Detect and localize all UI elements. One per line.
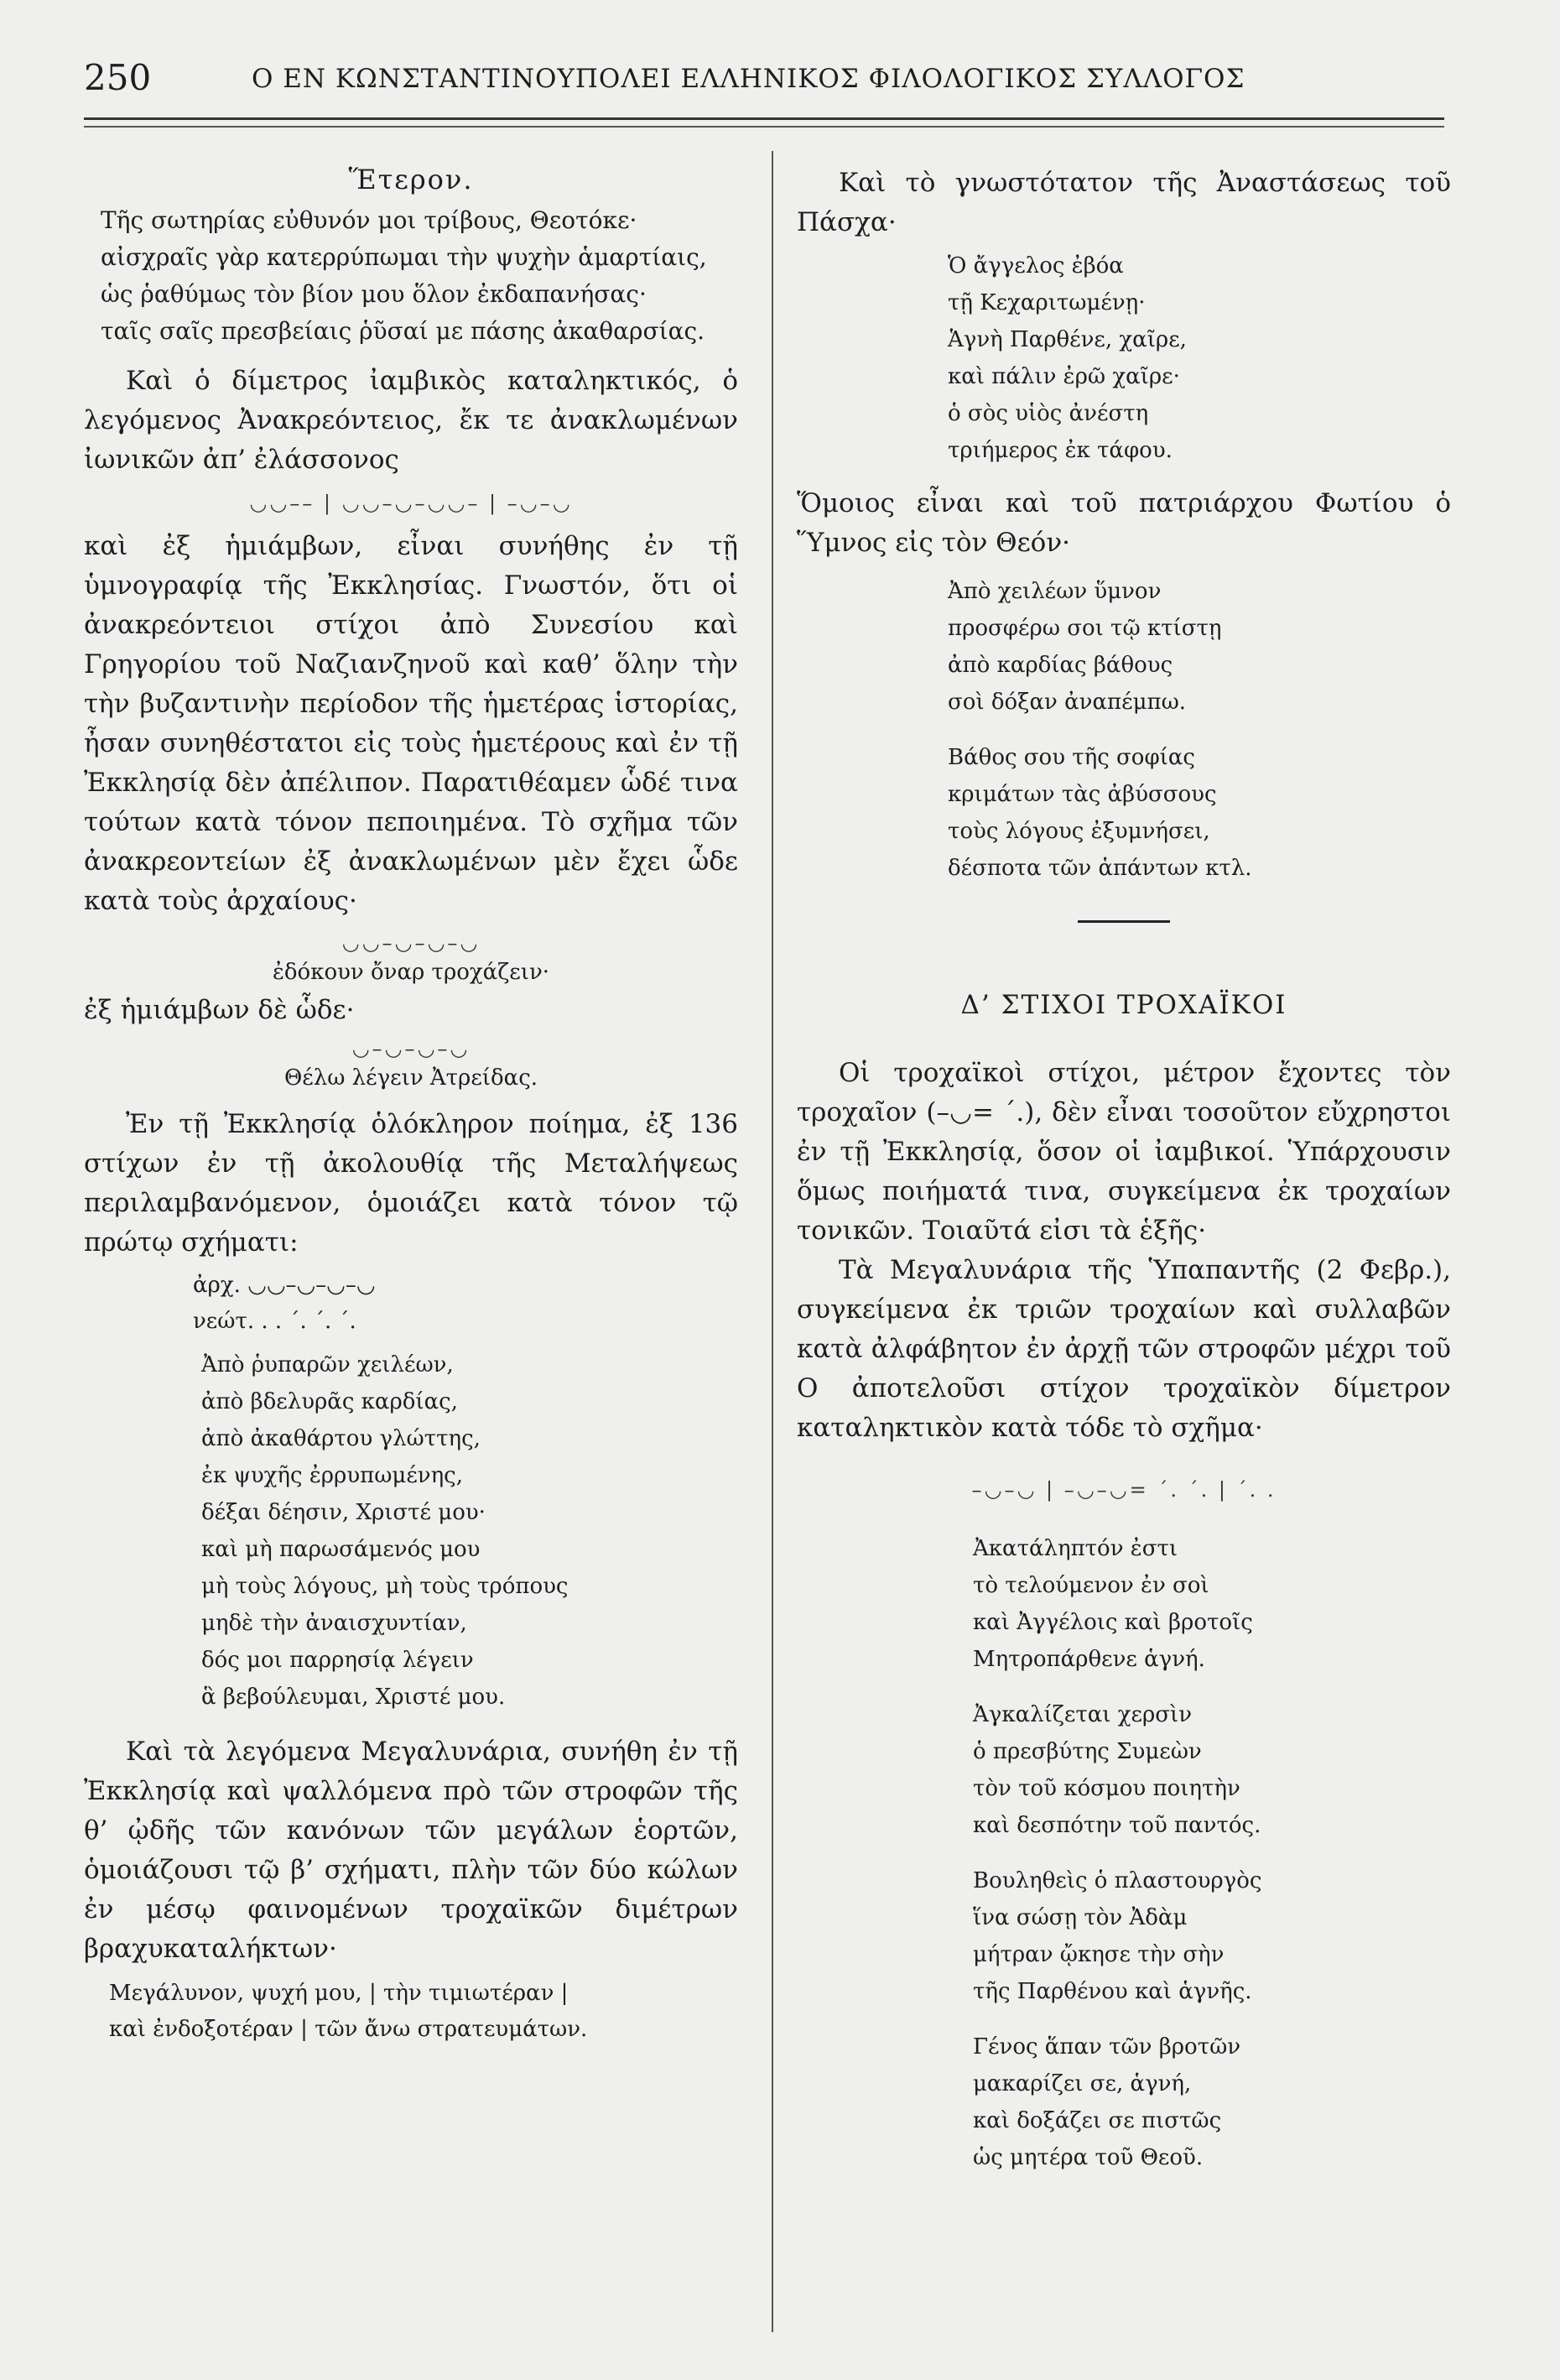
verse-metalepsis bbox=[84, 1346, 738, 1716]
verse-line: καὶ δοξάζει σε πιστῶς bbox=[973, 2108, 1222, 2133]
verse-line: ὁ σὸς υἱὸς ἀνέστη bbox=[948, 401, 1149, 426]
scheme-modern: νεώτ. . . ´. ´. ´. bbox=[193, 1309, 356, 1334]
verse-megalynon bbox=[84, 1976, 738, 2048]
meter-scheme: ◡–◡–◡–◡ bbox=[351, 1037, 471, 1060]
verse-line: τριήμερος ἐκ τάφου. bbox=[948, 438, 1173, 463]
verse-line: ἀπὸ βδελυρᾶς καρδίας, bbox=[201, 1389, 458, 1414]
verse-line: τὸν τοῦ κόσμου ποιητὴν bbox=[973, 1776, 1240, 1801]
verse-line: δέξαι δέησιν, Χριστέ μου· bbox=[201, 1500, 486, 1525]
paragraph-hymnography: καὶ ἐξ ἡμιάμβων, εἶναι συνήθης ἐν τῇ ὑμνογραφίᾳ τῆς Ἐκκλησίας. Γνωστόν, ὅτι οἱ ἀνακρεόντειοι στίχοι ἀπὸ Συνεσίου καὶ Γρηγορίου τοῦ Ναζιανζηνοῦ καὶ καθ’ ὅλην τὴν τὴν βυζαντινὴν περίοδον τῆς ἡμετέρας ἱστορίας, ἦσαν συνηθέστατοι εἰς τοὺς ἡμετέρους καὶ ἐν τῇ Ἐκκλησίᾳ δὲν ἀπέλιπον. Παρατιθέαμεν ὧδέ τινα τούτων κατὰ τόνον πεποιημένα. Τὸ σχῆμα τῶν ἀνακρεοντείων ἐξ ἀνακλωμένων μὲν ἔχει ὧδε κατὰ τοὺς ἀρχαίους· bbox=[84, 531, 738, 916]
heading-heteron: Ἕτερον. bbox=[348, 164, 474, 195]
verse-line: κριμάτων τὰς ἀβύσσους bbox=[948, 782, 1217, 807]
verse-line: Μητροπάρθενε ἁγνή. bbox=[973, 1647, 1205, 1672]
verse-line: Ἁγνὴ Παρθένε, χαῖρε, bbox=[948, 327, 1187, 352]
verse-hypapante-3 bbox=[797, 1862, 1451, 2010]
verse-line: ὡς μητέρα τοῦ Θεοῦ. bbox=[973, 2145, 1204, 2170]
verse-line: δός μοι παρρησίᾳ λέγειν bbox=[201, 1648, 474, 1673]
verse-line: καὶ πάλιν ἐρῶ χαῖρε· bbox=[948, 364, 1180, 389]
verse-line: μηδὲ τὴν ἀναισχυντίαν, bbox=[201, 1611, 467, 1636]
verse-line: Τῆς σωτηρίας εὐθυνόν μοι τρίβους, Θεοτόκε· bbox=[101, 206, 637, 234]
page-number: 250 bbox=[84, 57, 152, 98]
meter-scheme: –◡–◡ | –◡–◡= ´. ´. | ´. . bbox=[971, 1478, 1277, 1502]
verse-line: ἀπὸ καρδίας βάθους bbox=[948, 653, 1173, 678]
scheme-ancient: ἀρχ. ◡◡–◡–◡–◡ bbox=[193, 1273, 376, 1298]
paragraph-anacreontic: Καὶ ὁ δίμετρος ἰαμβικὸς καταληκτικός, ὁ λεγόμενος Ἀνακρεόντειος, ἔκ τε ἀνακλωμένων ἰωνικῶν ἀπ’ ἐλάσσονος bbox=[84, 366, 738, 475]
verse-line: Ἀπὸ χειλέων ὕμνον bbox=[948, 579, 1162, 604]
verse-line: δέσποτα τῶν ἁπάντων κτλ. bbox=[948, 856, 1252, 881]
verse-line: καὶ Ἀγγέλοις καὶ βροτοῖς bbox=[973, 1610, 1253, 1635]
header-rule-thin bbox=[84, 126, 1444, 128]
verse-line: ὁ πρεσβύτης Συμεὼν bbox=[973, 1739, 1202, 1764]
example-line: ἐδόκουν ὄναρ τροχάζειν· bbox=[272, 960, 550, 985]
right-column bbox=[797, 164, 1451, 2176]
left-column bbox=[84, 164, 738, 2048]
verse-line: Μεγάλυνον, ψυχή μου, | τὴν τιμιωτέραν | bbox=[109, 1981, 569, 2006]
verse-line: Γένος ἅπαν τῶν βροτῶν bbox=[973, 2034, 1241, 2060]
verse-line: τοὺς λόγους ἐξυμνήσει, bbox=[948, 819, 1210, 844]
verse-line: τὸ τελούμενον ἐν σοὶ bbox=[973, 1573, 1209, 1598]
paragraph-hemiambs: ἐξ ἡμιάμβων δὲ ὧδε· bbox=[84, 995, 355, 1025]
meter-scheme: ◡◡–– | ◡◡–◡–◡◡– | –◡–◡ bbox=[249, 492, 573, 515]
verse-photius-1 bbox=[797, 573, 1451, 721]
verse-line: σοὶ δόξαν ἀναπέμπω. bbox=[948, 690, 1187, 715]
verse-line: ὡς ῥαθύμως τὸν βίον μου ὅλον ἐκδαπανήσας· bbox=[101, 280, 647, 308]
section-heading: Δ’ ΣΤΙΧΟΙ ΤΡΟΧΑΪΚΟΙ bbox=[960, 990, 1287, 1020]
verse-line: τῆς Παρθένου καὶ ἁγνῆς. bbox=[973, 1979, 1252, 2004]
column-divider bbox=[772, 151, 773, 2332]
verse-line: αἰσχραῖς γὰρ κατερρύπωμαι τὴν ψυχὴν ἁμαρτίαις, bbox=[101, 243, 707, 271]
paragraph-trochaic: Οἱ τροχαϊκοὶ στίχοι, μέτρον ἔχοντες τὸν τροχαῖον (–◡= ´.), δὲν εἶναι τοσοῦτον εὔχρηστοι ἐν τῇ Ἐκκλησίᾳ, ὅσον οἱ ἰαμβικοί. Ὑπάρχουσιν ὅμως ποιήματά τινα, συγκείμενα ἐκ τροχαίων τονικῶν. Τοιαῦτά εἰσι τὰ ἑξῆς· bbox=[797, 1058, 1451, 1246]
verse-paschal bbox=[797, 247, 1451, 469]
section-divider bbox=[1078, 920, 1170, 923]
paragraph-photius: Ὅμοιος εἶναι καὶ τοῦ πατριάρχου Φωτίου ὁ Ὕμνος εἰς τὸν Θεόν· bbox=[797, 488, 1451, 558]
verse-photius-2 bbox=[797, 739, 1451, 887]
verse-line: ἐκ ψυχῆς ἐρρυπωμένης, bbox=[201, 1463, 464, 1488]
example-line: Θέλω λέγειν Ἀτρείδας. bbox=[283, 1065, 538, 1091]
verse-hypapante-1 bbox=[797, 1530, 1451, 1678]
verse-line: Ἀπὸ ῥυπαρῶν χειλέων, bbox=[201, 1352, 454, 1377]
meter-scheme: ◡◡–◡–◡–◡ bbox=[341, 931, 481, 955]
verse-line: μήτραν ᾤκησε τὴν σὴν bbox=[973, 1942, 1225, 1967]
verse-line: Βουληθεὶς ὁ πλαστουργὸς bbox=[973, 1868, 1262, 1893]
verse-line: Ὁ ἄγγελος ἐβόα bbox=[948, 253, 1124, 279]
running-title: Ο ΕΝ ΚΩΝΣΤΑΝΤΙΝΟΥΠΟΛΕΙ ΕΛΛΗΝΙΚΟΣ ΦΙΛΟΛΟΓΙΚΟΣ ΣΥΛΛΟΓΟΣ bbox=[252, 64, 1245, 94]
running-header bbox=[84, 57, 1444, 107]
verse-line: καὶ ἐνδοξοτέραν | τῶν ἄνω στρατευμάτων. bbox=[109, 2017, 588, 2042]
verse-heteron bbox=[84, 202, 738, 350]
verse-hypapante-4 bbox=[797, 2028, 1451, 2176]
paragraph-hypapante: Τὰ Μεγαλυνάρια τῆς Ὑπαπαντῆς (2 Φεβρ.), συγκείμενα ἐκ τριῶν τροχαίων καὶ συλλαβῶν κατὰ ἀλφάβητον ἐν ἀρχῇ τῶν στροφῶν μέχρι τοῦ Ο ἀποτελοῦσι στίχον τροχαϊκὸν δίμετρον καταληκτικὸν κατὰ τόδε τὸ σχῆμα· bbox=[797, 1255, 1451, 1443]
verse-line: ἵνα σώσῃ τὸν Ἀδὰμ bbox=[973, 1905, 1188, 1930]
header-rule bbox=[84, 117, 1444, 120]
verse-line: ταῖς σαῖς πρεσβείαις ῥῦσαί με πάσης ἀκαθαρσίας. bbox=[101, 317, 705, 345]
verse-line: ἃ βεβούλευμαι, Χριστέ μου. bbox=[201, 1685, 506, 1710]
verse-line: προσφέρω σοι τῷ κτίστῃ bbox=[948, 616, 1222, 641]
verse-line: καὶ μὴ παρωσάμενός μου bbox=[201, 1537, 481, 1562]
verse-line: μακαρίζει σε, ἁγνή, bbox=[973, 2071, 1192, 2096]
verse-line: Ἀκατάληπτόν ἐστι bbox=[973, 1536, 1178, 1561]
verse-line: μὴ τοὺς λόγους, μὴ τοὺς τρόπους bbox=[201, 1574, 569, 1599]
verse-line: ἀπὸ ἀκαθάρτου γλώττης, bbox=[201, 1426, 481, 1451]
verse-hypapante-2 bbox=[797, 1696, 1451, 1844]
verse-line: Ἀγκαλίζεται χερσὶν bbox=[973, 1702, 1193, 1727]
verse-line: Βάθος σου τῆς σοφίας bbox=[948, 745, 1195, 770]
verse-line: τῇ Κεχαριτωμένῃ· bbox=[948, 290, 1146, 315]
paragraph-megalynaria: Καὶ τὰ λεγόμενα Μεγαλυνάρια, συνήθη ἐν τῇ Ἐκκλησίᾳ καὶ ψαλλόμενα πρὸ τῶν στροφῶν τῆς θ’ ᾠδῆς τῶν κανόνων τῶν μεγάλων ἑορτῶν, ὁμοιάζουσι τῷ β’ σχήματι, πλὴν τῶν δύο κώλων ἐν μέσῳ φαινομένων τροχαϊκῶν διμέτρων βραχυκαταλήκτων· bbox=[84, 1737, 738, 1964]
verse-line: καὶ δεσπότην τοῦ παντός. bbox=[973, 1813, 1261, 1838]
paragraph-metalepsis: Ἐν τῇ Ἐκκλησίᾳ ὁλόκληρον ποίημα, ἐξ 136 στίχων ἐν τῇ ἀκολουθίᾳ τῆς Μεταλήψεως περιλαμβανόμενον, ὁμοιάζει κατὰ τόνον τῷ πρώτῳ σχήματι: bbox=[84, 1109, 738, 1258]
paragraph-paschal: Καὶ τὸ γνωστότατον τῆς Ἀναστάσεως τοῦ Πάσχα· bbox=[797, 168, 1451, 237]
